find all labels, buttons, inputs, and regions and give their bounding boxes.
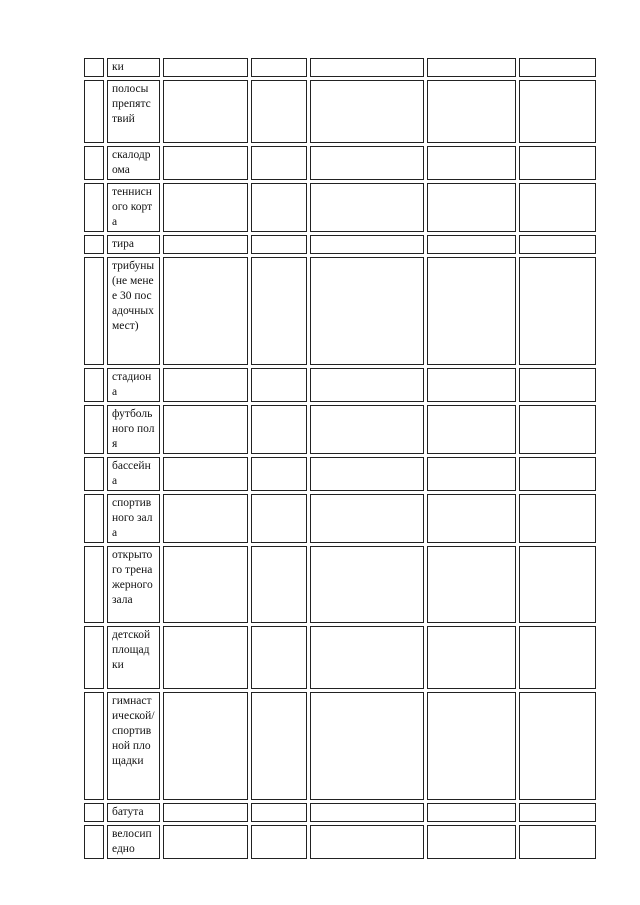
facility-label: тира (107, 235, 160, 254)
empty-cell (310, 546, 424, 623)
empty-cell (251, 58, 307, 77)
table-row (84, 183, 596, 232)
facility-label: открытого тренажерного зала (107, 546, 160, 623)
facility-label: скалодрома (107, 146, 160, 180)
empty-cell (427, 692, 516, 800)
table-row (84, 494, 596, 543)
row-number-cell (84, 626, 104, 689)
table-row (84, 825, 596, 859)
empty-cell (427, 368, 516, 402)
empty-cell (163, 825, 248, 859)
empty-cell (251, 257, 307, 365)
empty-cell (310, 146, 424, 180)
empty-cell (310, 692, 424, 800)
row-number-cell (84, 692, 104, 800)
empty-cell (251, 546, 307, 623)
table-row (84, 235, 596, 254)
facility-label: батута (107, 803, 160, 822)
facility-label: теннисного корта (107, 183, 160, 232)
facility-label: ки (107, 58, 160, 77)
facility-label: гимнастической/спортивной площадки (107, 692, 160, 800)
empty-cell (251, 692, 307, 800)
facility-label: детской площадки (107, 626, 160, 689)
empty-cell (427, 58, 516, 77)
table-body (84, 58, 596, 859)
empty-cell (251, 405, 307, 454)
row-number-cell (84, 457, 104, 491)
empty-cell (310, 825, 424, 859)
empty-cell (251, 457, 307, 491)
table-row (84, 80, 596, 143)
empty-cell (427, 405, 516, 454)
row-number-cell (84, 146, 104, 180)
table-row (84, 692, 596, 800)
row-number-cell (84, 825, 104, 859)
empty-cell (519, 803, 596, 822)
empty-cell (163, 457, 248, 491)
empty-cell (519, 235, 596, 254)
facility-label: футбольного поля (107, 405, 160, 454)
empty-cell (519, 457, 596, 491)
empty-cell (251, 235, 307, 254)
empty-cell (519, 183, 596, 232)
row-number-cell (84, 235, 104, 254)
empty-cell (163, 546, 248, 623)
table-row (84, 546, 596, 623)
empty-cell (163, 494, 248, 543)
empty-cell (310, 257, 424, 365)
table-row (84, 457, 596, 491)
row-number-cell (84, 80, 104, 143)
empty-cell (310, 494, 424, 543)
row-number-cell (84, 494, 104, 543)
empty-cell (310, 80, 424, 143)
empty-cell (519, 494, 596, 543)
empty-cell (163, 692, 248, 800)
empty-cell (251, 626, 307, 689)
empty-cell (163, 235, 248, 254)
empty-cell (519, 692, 596, 800)
table-row (84, 405, 596, 454)
empty-cell (251, 183, 307, 232)
table-row (84, 257, 596, 365)
table-row (84, 146, 596, 180)
table-row (84, 626, 596, 689)
table-row (84, 58, 596, 77)
empty-cell (427, 825, 516, 859)
empty-cell (427, 494, 516, 543)
facility-label: спортивного зала (107, 494, 160, 543)
empty-cell (310, 803, 424, 822)
empty-cell (163, 405, 248, 454)
empty-cell (251, 803, 307, 822)
row-number-cell (84, 368, 104, 402)
empty-cell (163, 257, 248, 365)
empty-cell (310, 235, 424, 254)
empty-cell (163, 183, 248, 232)
empty-cell (251, 368, 307, 402)
row-number-cell (84, 257, 104, 365)
empty-cell (310, 183, 424, 232)
empty-cell (427, 457, 516, 491)
empty-cell (519, 58, 596, 77)
empty-cell (427, 257, 516, 365)
empty-cell (163, 58, 248, 77)
empty-cell (310, 457, 424, 491)
empty-cell (519, 546, 596, 623)
empty-cell (519, 80, 596, 143)
empty-cell (427, 183, 516, 232)
empty-cell (310, 368, 424, 402)
facility-label: полосы препятствий (107, 80, 160, 143)
facility-label: трибуны (не менее 30 посадочных мест) (107, 257, 160, 365)
empty-cell (427, 546, 516, 623)
row-number-cell (84, 803, 104, 822)
facility-label: велосипедно (107, 825, 160, 859)
empty-cell (427, 80, 516, 143)
table-row (84, 803, 596, 822)
empty-cell (519, 257, 596, 365)
empty-cell (427, 626, 516, 689)
empty-cell (427, 146, 516, 180)
empty-cell (163, 80, 248, 143)
facility-label: бассейна (107, 457, 160, 491)
empty-cell (427, 803, 516, 822)
empty-cell (310, 405, 424, 454)
facilities-table (81, 55, 599, 862)
empty-cell (519, 825, 596, 859)
empty-cell (310, 58, 424, 77)
row-number-cell (84, 58, 104, 77)
empty-cell (251, 146, 307, 180)
empty-cell (427, 235, 516, 254)
empty-cell (251, 825, 307, 859)
row-number-cell (84, 546, 104, 623)
facility-label: стадиона (107, 368, 160, 402)
empty-cell (163, 146, 248, 180)
empty-cell (519, 368, 596, 402)
row-number-cell (84, 183, 104, 232)
table-row (84, 368, 596, 402)
empty-cell (163, 368, 248, 402)
empty-cell (163, 626, 248, 689)
empty-cell (519, 626, 596, 689)
empty-cell (310, 626, 424, 689)
empty-cell (519, 405, 596, 454)
row-number-cell (84, 405, 104, 454)
empty-cell (163, 803, 248, 822)
empty-cell (519, 146, 596, 180)
empty-cell (251, 494, 307, 543)
empty-cell (251, 80, 307, 143)
